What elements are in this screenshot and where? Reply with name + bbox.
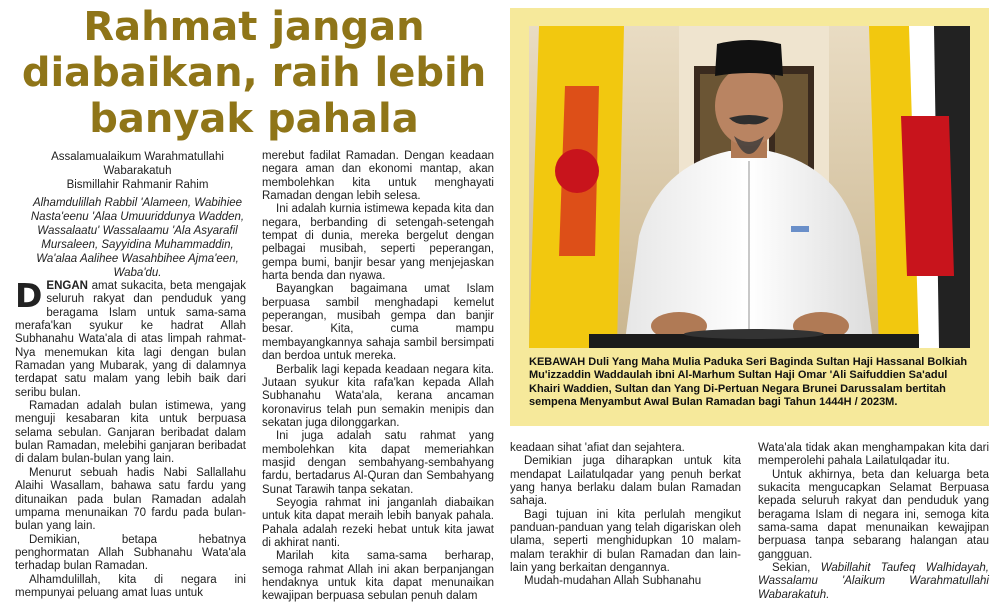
paragraph: Ramadan adalah bulan istimewa, yang menguji kesabaran kita untuk berpuasa selama sebulan. Ganjaran beribadat dalam bulan Ramadan, melebihi ganjaran beribadat di dalam bulan-bulan yang lain. (15, 400, 246, 466)
photo-caption: KEBAWAH Duli Yang Maha Mulia Paduka Seri Baginda Sultan Haji Hassanal Bolkiah Mu'izzaddin Waddaulah ibni Al-Marhum Sultan Haji Omar 'Ali Saifuddien Sa'adul Khairi Waddien, Sultan dan Yang Di-Pertuan Negara Brunei Darussalam bertitah sempena Menyambut Awal Bulan Ramadan bagi Tahun 1444H / 2023M. (529, 356, 968, 409)
lead-text: amat sukacita, beta mengajak seluruh rakyat dan penduduk yang beragama Islam untuk sama-sama merafa'kan syukur ke hadrat Allah Subhanahu Wata'ala di atas limpah rahmat-Nya menemukan kita lagi dengan bulan Ramadan yang Mubarak, yang di dalamnya terdapat satu malam yang lebih baik dari seribu bulan. (15, 280, 246, 399)
paragraph: Ini juga adalah satu rahmat yang membolehkan kita dapat memeriahkan masjid dengan sembahyang-sembahyang fardu, bertadarus Al-Quran dan Sembahyang Sunat Tarawih tanpa sekatan. (262, 430, 494, 496)
article-column-1 (15, 276, 246, 600)
paragraph: Bagi tujuan ini kita perlulah mengikut panduan-panduan yang telah digariskan oleh ulama, seperti menghidupkan 10 malam-malam terakhir di bulan Ramadan dan lain-lain yang berkaitan dengannya. (510, 508, 741, 575)
headline-line: diabaikan, raih lebih (21, 50, 487, 96)
paragraph: Seyogia rahmat ini janganlah diabaikan untuk kita dapat meraih lebih banyak pahala. Pahala adalah rezeki hebat untuk kita jawat di akhirat nanti. (262, 496, 494, 549)
sultan-photo (529, 26, 970, 348)
photo-illustration (529, 26, 970, 348)
paragraph: Bayangkan bagaimana umat Islam berpuasa sambil menghadapi kemelut peperangan, musibah gempa dan banjir besar. Kita, cuma mampu membayangkannya sahaja sambil bersimpati dan berdoa untuk mereka. (262, 283, 494, 363)
paragraph: merebut fadilat Ramadan. Dengan keadaan negara aman dan ekonomi mantap, akan membolehkan kita untuk menghayati Ramadan dengan lebih selesa. (262, 150, 494, 203)
salutation-line: Bismillahir Rahmanir Rahim (66, 179, 209, 191)
prayer-line: Waba'du. (113, 267, 162, 279)
salutation-line: Wabarakatuh (103, 165, 172, 177)
paragraph: Demikian, betapa hebatnya penghormatan Allah Subhanahu Wata'ala terhadap bulan Ramadan. (15, 533, 246, 573)
paragraph: Alhamdulillah, kita di negara ini mempunyai peluang amat luas untuk (15, 573, 246, 599)
closing-plain: Sekian, (772, 562, 821, 575)
article-column-3 (510, 442, 741, 589)
paragraph: Berbalik lagi kepada keadaan negara kita. Jutaan syukur kita rafa'kan kepada Allah Subhanahu Wata'ala, kerana ancaman koronavirus telah pun semakin menipis dan sekatan juga dilonggarkan. (262, 363, 494, 429)
headline (0, 4, 508, 142)
paragraph: Untuk akhirnya, beta dan keluarga beta sukacita mengucapkan Selamat Berpuasa kepada seluruh rakyat dan penduduk yang beragama Islam di negara ini, semoga kita sama-sama dapat menunaikan kewajipan berpuasa tanpa sebarang halangan atau gangguan. (758, 468, 989, 561)
headline-line: Rahmat jangan (83, 4, 425, 50)
closing-greeting: Wabillahit Taufeq Walhidayah, Wassalamu 'Alaikum Warahmatullahi Wabarakatuh. (758, 562, 989, 601)
paragraph: Menurut sebuah hadis Nabi Sallallahu Alaihi Wasallam, bahawa satu fardu yang ditunaikan pada bulan Ramadan adalah umpama menunaikan 70 fardu pada bulan-bulan yang lain. (15, 466, 246, 533)
prayer-line: Alhamdulillah Rabbil 'Alameen, Wabihiee (32, 197, 243, 209)
prayer-line: Wassalaatu' Wassalaamu 'Ala Asyarafil (37, 225, 238, 237)
prayer-line: Mursaleen, Sayyidina Muhammaddin, (41, 239, 234, 251)
lead-word: ENGAN (46, 280, 88, 292)
headline-line: banyak pahala (89, 96, 419, 142)
closing-paragraph (758, 562, 989, 602)
paragraph: Demikian juga diharapkan untuk kita mendapat Lailatulqadar yang penuh berkat yang hanya berlaku dalam bulan Ramadan sahaja. (510, 455, 741, 508)
paragraph: Wata'ala tidak akan menghampakan kita dari memperolehi pahala Lailatulqadar itu. (758, 442, 989, 468)
opening-prayer (25, 196, 250, 280)
paragraph: keadaan sihat 'afiat dan sejahtera. (510, 442, 685, 454)
salutation (25, 150, 250, 192)
paragraph: Mudah-mudahan Allah Subhanahu (524, 575, 702, 588)
drop-cap: D (15, 276, 43, 315)
prayer-line: Nasta'eenu 'Alaa Umuuriddunya Wadden, (30, 211, 245, 223)
prayer-line: Wa'alaa Aalihee Wasahbihee Ajma'een, (36, 253, 239, 265)
article-column-4 (758, 442, 989, 602)
paragraph: Ini adalah kurnia istimewa kepada kita dan negara, berbanding di setengah-setengah tempat di dunia, mereka bergelut dengan pelbagai musibah, seperti peperangan, gempa bumi, banjir besar yang menjejaskan harta benda dan nyawa. (262, 203, 494, 283)
article-column-2 (262, 150, 494, 604)
paragraph (15, 276, 246, 400)
paragraph: Marilah kita sama-sama berharap, semoga rahmat Allah ini akan berpanjangan hendaknya untuk kita dapat menunaikan kewajipan berpuasa sebulan penuh dalam (262, 550, 494, 603)
salutation-line: Assalamualaikum Warahmatullahi (51, 151, 224, 163)
